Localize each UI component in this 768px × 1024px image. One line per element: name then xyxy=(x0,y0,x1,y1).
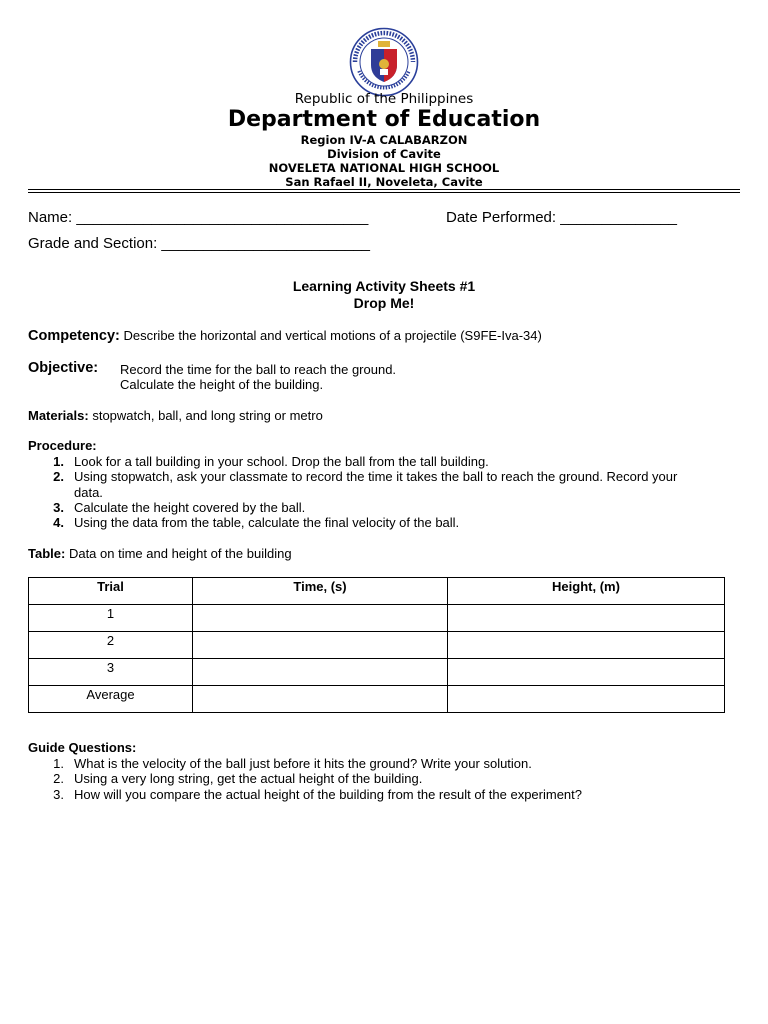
procedure-number: 2. xyxy=(53,469,64,484)
time-cell[interactable] xyxy=(193,605,448,632)
guide-question-number: 1. xyxy=(53,756,64,771)
procedure-step: Using the data from the table, calculate the final velocity of the ball. xyxy=(74,515,460,530)
table-row xyxy=(29,659,725,686)
time-cell[interactable] xyxy=(193,659,448,686)
procedure-step: Using stopwatch, ask your classmate to record the time it takes the ball to reach the ground. Record your xyxy=(74,469,678,484)
school-heading: NOVELETA NATIONAL HIGH SCHOOL xyxy=(268,161,500,175)
time-cell[interactable] xyxy=(193,686,448,713)
trial-cell: 2 xyxy=(29,632,193,659)
guide-questions-label: Guide Questions: xyxy=(28,740,137,755)
column-header-trial: Trial xyxy=(29,578,193,605)
materials-text: stopwatch, ball, and long string or metro xyxy=(92,408,323,423)
republic-heading: Republic of the Philippines xyxy=(294,91,474,107)
materials-label: Materials: xyxy=(28,408,89,423)
guide-question-number: 3. xyxy=(53,787,64,802)
table-row xyxy=(29,605,725,632)
procedure-step-continued: data. xyxy=(74,485,103,500)
procedure-number: 3. xyxy=(53,500,64,515)
competency-label: Competency: xyxy=(28,328,120,344)
procedure-step: Calculate the height covered by the ball. xyxy=(74,500,306,515)
table-caption-label: Table: xyxy=(28,546,66,561)
trial-cell: 3 xyxy=(29,659,193,686)
table-row xyxy=(29,686,725,713)
guide-question: What is the velocity of the ball just before it hits the ground? Write your solution. xyxy=(74,756,532,771)
objective-line: Calculate the height of the building. xyxy=(120,377,324,392)
division-heading: Division of Cavite xyxy=(327,147,441,161)
height-cell[interactable] xyxy=(448,605,725,632)
header-divider xyxy=(28,189,740,190)
materials-line xyxy=(28,408,323,423)
table-header-row xyxy=(29,578,725,605)
table-caption xyxy=(28,546,292,561)
procedure-number: 1. xyxy=(53,454,64,469)
time-cell[interactable] xyxy=(193,632,448,659)
activity-title: Learning Activity Sheets #1 xyxy=(292,278,476,294)
address-heading: San Rafael II, Noveleta, Cavite xyxy=(285,175,483,189)
procedure-label: Procedure: xyxy=(28,438,97,453)
guide-question-number: 2. xyxy=(53,771,64,786)
table-row xyxy=(29,632,725,659)
height-cell[interactable] xyxy=(448,686,725,713)
procedure-step: Look for a tall building in your school. Drop the ball from the tall building. xyxy=(74,454,489,469)
height-cell[interactable] xyxy=(448,632,725,659)
date-performed-field[interactable]: Date Performed: ______________ xyxy=(446,209,678,226)
procedure-number: 4. xyxy=(53,515,64,530)
guide-question: How will you compare the actual height of the building from the result of the experiment? xyxy=(74,787,582,802)
objective-label: Objective: xyxy=(28,360,99,376)
trial-cell: Average xyxy=(29,686,193,713)
trial-cell: 1 xyxy=(29,605,193,632)
name-field[interactable]: Name: ___________________________________ xyxy=(28,209,369,226)
region-heading: Region IV-A CALABARZON xyxy=(300,133,468,147)
department-heading: Department of Education xyxy=(227,107,541,132)
column-header-time: Time, (s) xyxy=(193,578,448,605)
competency-line xyxy=(28,328,542,344)
competency-text: Describe the horizontal and vertical motions of a projectile (S9FE-Iva-34) xyxy=(123,328,542,343)
deped-seal-icon xyxy=(349,27,419,97)
header-divider-second xyxy=(28,192,740,193)
height-cell[interactable] xyxy=(448,659,725,686)
column-header-height: Height, (m) xyxy=(448,578,725,605)
guide-question: Using a very long string, get the actual height of the building. xyxy=(74,771,423,786)
data-table xyxy=(28,577,725,713)
objective-line: Record the time for the ball to reach the ground. xyxy=(120,362,397,377)
activity-subtitle: Drop Me! xyxy=(353,295,415,311)
grade-section-field[interactable]: Grade and Section: _________________________ xyxy=(28,235,370,252)
table-caption-text: Data on time and height of the building xyxy=(68,546,292,561)
